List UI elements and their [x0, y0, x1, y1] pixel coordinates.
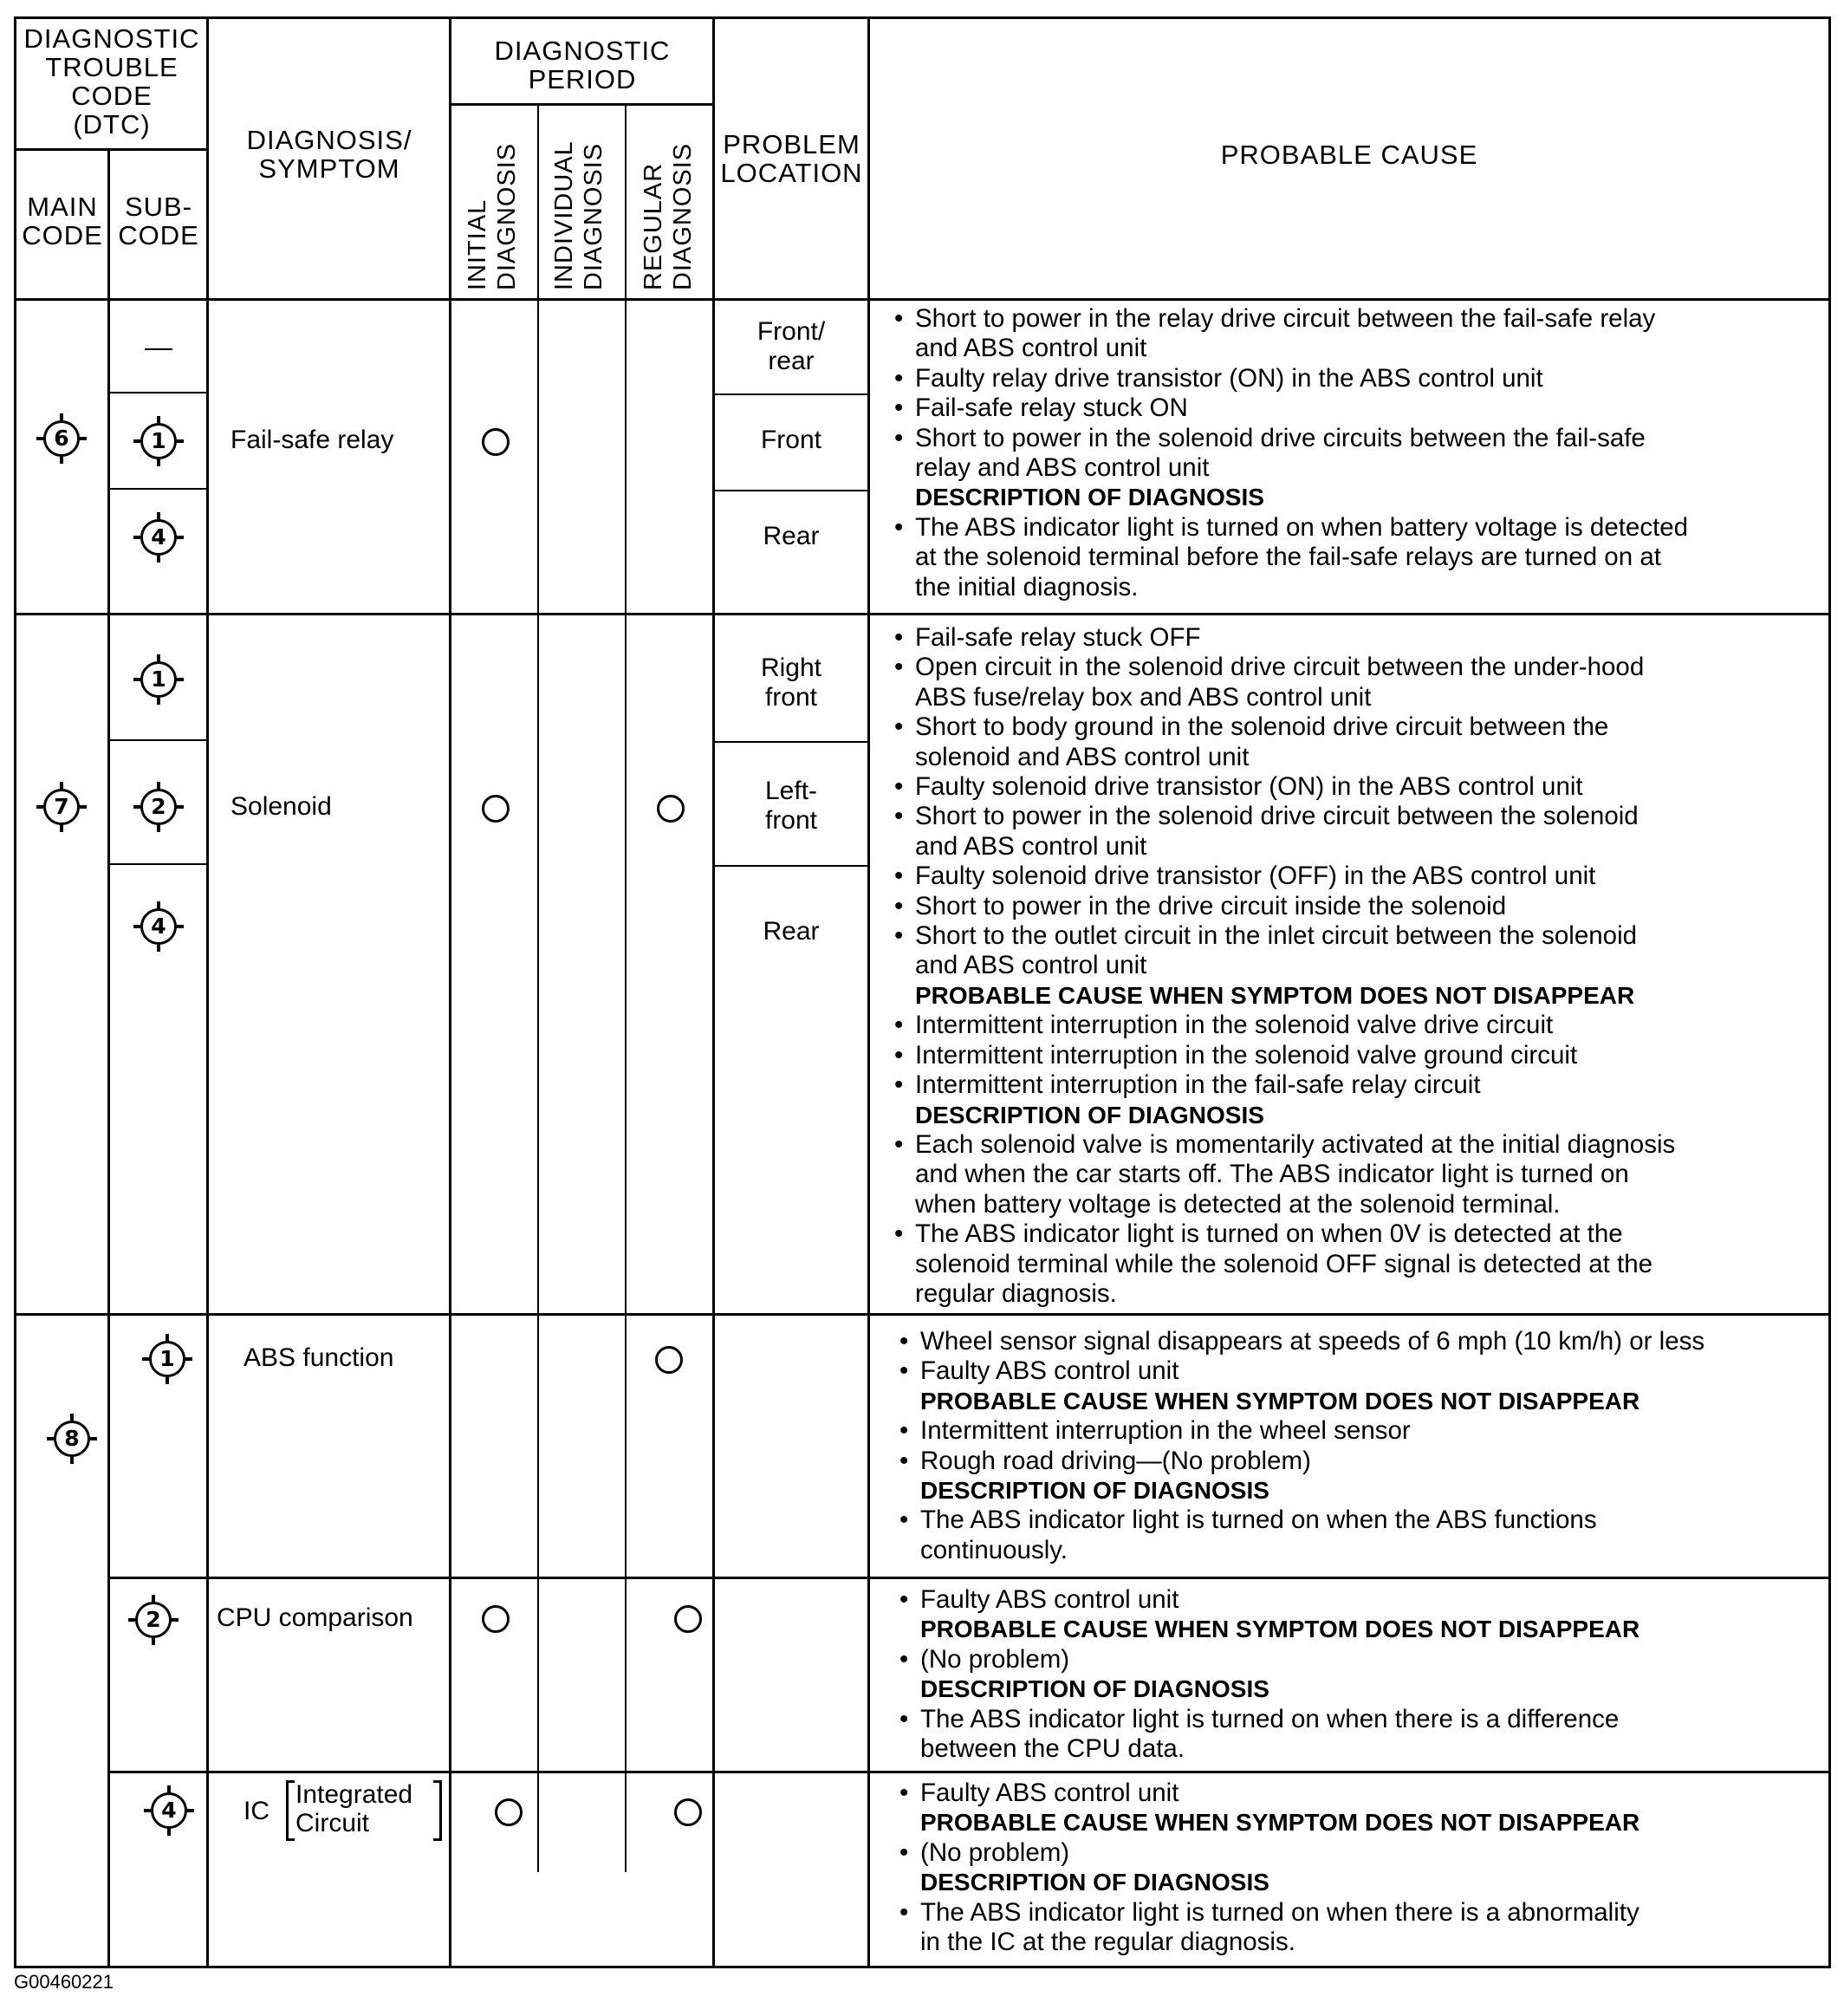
cause-line: • Faulty ABS control unit — [920, 1779, 1179, 1807]
cause-item — [898, 1447, 1704, 1476]
header-dtc-line-1: DIAGNOSTIC — [23, 23, 200, 54]
cause-list-8c — [898, 1779, 1639, 1957]
header-dtc — [16, 24, 207, 139]
location-6-front: Front — [760, 426, 822, 454]
cause-subheading — [898, 1808, 1639, 1837]
location-7-left-front-line-1: Left- — [764, 777, 818, 805]
header-dtc-line-4: (DTC) — [73, 109, 151, 140]
header-problem-location — [715, 130, 868, 187]
symptom-ic-bracket-line-1: Integrated — [295, 1780, 413, 1809]
cause-line: between the CPU data. — [920, 1734, 1185, 1764]
cause-line: • The ABS indicator light is turned on when 0V is detected at the — [915, 1219, 1623, 1249]
sub-code-6-4-icon — [133, 512, 184, 563]
sub7-sep-1 — [107, 739, 209, 741]
cause-item — [893, 862, 1675, 891]
hdr-bottom — [14, 298, 1831, 301]
symptom-cpu-comparison: CPU comparison — [217, 1603, 413, 1632]
cause-line: • Open circuit in the solenoid drive circuit between the under-hood — [915, 653, 1645, 682]
header-problem-location-line-2: LOCATION — [720, 158, 863, 188]
period-marker-8c-regular — [674, 1798, 702, 1826]
period-marker-8b-initial — [482, 1605, 510, 1633]
location-7-right-front-line-1: Right — [760, 654, 822, 682]
header-diagnosis-symptom-line-2: SYMPTOM — [258, 153, 400, 184]
sub-code-7-2-icon — [133, 782, 184, 832]
cause-item — [893, 1219, 1675, 1309]
cause-line: DESCRIPTION OF DIAGNOSIS — [920, 1869, 1269, 1896]
row-sep-8b-8c — [107, 1771, 1831, 1773]
cause-item — [893, 304, 1688, 364]
sub-code-7-4-icon — [133, 901, 184, 952]
header-probable-cause: PROBABLE CAUSE — [1220, 140, 1478, 170]
cause-subheading — [898, 1675, 1639, 1704]
cause-line: PROBABLE CAUSE WHEN SYMPTOM DOES NOT DISAPPEAR — [920, 1809, 1640, 1837]
cause-line: DESCRIPTION OF DIAGNOSIS — [920, 1675, 1269, 1703]
symptom-solenoid: Solenoid — [230, 792, 332, 821]
cause-item — [893, 921, 1675, 981]
row-sep-6-7 — [14, 613, 1831, 615]
header-individual-line-1: INDIVIDUAL — [550, 140, 578, 290]
main-code-6-icon — [36, 413, 87, 464]
header-individual-line-2: DIAGNOSIS — [580, 142, 607, 290]
sub-code-7-2-label: 2 — [151, 794, 166, 819]
cause-subheading — [893, 1101, 1675, 1130]
col-sep-individual-regular — [625, 104, 627, 1872]
cause-line: • Rough road driving—(No problem) — [920, 1446, 1311, 1475]
header-initial-line-1: INITIAL — [464, 198, 491, 290]
table-border-right — [1828, 16, 1831, 1968]
header-individual-diagnosis — [549, 140, 608, 290]
cause-line: solenoid and ABS control unit — [915, 742, 1250, 771]
cause-line: • The ABS indicator light is turned on when battery voltage is detected — [915, 512, 1689, 542]
period-marker-7-initial — [482, 795, 510, 823]
cause-subheading — [898, 1476, 1704, 1505]
location-7-right-front-line-2: front — [764, 683, 818, 712]
cause-line: when battery voltage is detected at the solenoid terminal. — [915, 1189, 1561, 1219]
cause-line: DESCRIPTION OF DIAGNOSIS — [915, 1101, 1264, 1128]
col-sep-symptom-period — [449, 16, 451, 1968]
hdr-dtc-underline — [14, 148, 209, 151]
cause-line: • Intermittent interruption in the fail-safe relay circuit — [915, 1070, 1481, 1100]
location-7-rear: Rear — [763, 917, 820, 946]
table-border-left — [14, 16, 16, 1968]
cause-item — [898, 1356, 1704, 1386]
table-border-top — [14, 16, 1831, 19]
cause-item — [893, 712, 1675, 772]
cause-item — [898, 1779, 1639, 1808]
cause-list-8a — [898, 1327, 1704, 1565]
cause-item — [893, 424, 1688, 484]
table-border-bottom — [14, 1966, 1831, 1968]
cause-line: • Short to power in the drive circuit inside the solenoid — [915, 891, 1507, 920]
cause-item — [893, 802, 1675, 862]
location-6-rear: Rear — [763, 522, 820, 550]
cause-line: PROBABLE CAUSE WHEN SYMPTOM DOES NOT DISAPPEAR — [915, 981, 1635, 1009]
location-7-right-front — [715, 654, 867, 712]
bracket-right-bottom-tick — [433, 1838, 442, 1841]
cause-line: • Intermittent interruption in the wheel sensor — [920, 1416, 1411, 1446]
cause-item — [893, 513, 1688, 602]
cause-subheading — [898, 1615, 1639, 1644]
cause-line: • Faulty ABS control unit — [920, 1585, 1179, 1614]
main-code-7-icon — [36, 782, 87, 832]
cause-line: • The ABS indicator light is turned on when there is a abnormality — [920, 1897, 1639, 1927]
symptom-ic: IC — [243, 1797, 269, 1825]
header-main-code-line-2: CODE — [22, 220, 103, 250]
header-main-code-line-1: MAIN — [27, 192, 98, 222]
cause-line: • Fail-safe relay stuck OFF — [915, 623, 1201, 652]
sub-code-7-1-icon — [133, 654, 184, 705]
header-sub-code-line-1: SUB- — [124, 192, 193, 222]
cause-line: • Short to power in the solenoid drive circuit between the solenoid — [915, 802, 1639, 831]
cause-subheading — [898, 1868, 1639, 1897]
sub6-sep-1 — [107, 392, 209, 393]
sub-code-6-4-label: 4 — [151, 524, 166, 550]
cause-line: • Wheel sensor signal disappears at speeds of 6 mph (10 km/h) or less — [920, 1327, 1705, 1356]
cause-line: regular diagnosis. — [915, 1278, 1117, 1308]
header-diagnostic-period-line-2: PERIOD — [528, 64, 637, 94]
cause-item — [893, 772, 1675, 802]
main-code-6-label: 6 — [54, 426, 69, 451]
cause-line: and ABS control unit — [915, 831, 1147, 861]
col-sep-period-location — [712, 16, 715, 1968]
cause-line: at the solenoid terminal before the fail-safe relays are turned on at — [915, 543, 1661, 572]
cause-line: • Faulty solenoid drive transistor (ON) in the ABS control unit — [915, 772, 1583, 802]
row-sep-7-8 — [14, 1313, 1831, 1316]
col-sep-dtc-symptom — [206, 16, 209, 1968]
period-marker-8b-regular — [674, 1605, 702, 1633]
bracket-left-top-tick — [286, 1780, 295, 1783]
cause-line: • Short to the outlet circuit in the inlet circuit between the solenoid — [915, 921, 1638, 951]
cause-line: • Faulty ABS control unit — [920, 1356, 1179, 1386]
sub-code-6-1-label: 1 — [151, 428, 166, 453]
cause-line: • Intermittent interruption in the solenoid valve drive circuit — [915, 1011, 1554, 1040]
sub7-sep-2 — [107, 863, 209, 865]
loc7-sep-1 — [712, 741, 870, 743]
symptom-abs-function: ABS function — [243, 1343, 394, 1372]
header-regular-line-1: REGULAR — [640, 162, 667, 290]
header-sub-code-line-2: CODE — [118, 220, 199, 250]
cause-line: PROBABLE CAUSE WHEN SYMPTOM DOES NOT DISAPPEAR — [920, 1616, 1640, 1643]
main-code-8-icon — [47, 1414, 97, 1464]
header-diagnosis-symptom-line-1: DIAGNOSIS/ — [246, 125, 412, 155]
cause-item — [898, 1585, 1639, 1615]
cause-item — [893, 1011, 1675, 1040]
figure-id: G00460221 — [14, 1971, 114, 1993]
hdr-period-underline — [449, 103, 715, 106]
cause-item — [893, 1070, 1675, 1100]
loc6-sep-1 — [712, 393, 870, 395]
cause-line: ABS fuse/relay box and ABS control unit — [915, 682, 1372, 712]
header-main-code — [16, 192, 108, 250]
header-sub-code — [110, 192, 207, 250]
header-diagnosis-symptom — [209, 126, 450, 183]
cause-line: the initial diagnosis. — [915, 572, 1139, 602]
cause-line: DESCRIPTION OF DIAGNOSIS — [915, 484, 1264, 511]
cause-line: • Faulty solenoid drive transistor (OFF) in the ABS control unit — [915, 862, 1596, 891]
period-marker-7-regular — [657, 795, 685, 823]
cause-item — [898, 1327, 1704, 1356]
header-initial-line-2: DIAGNOSIS — [493, 142, 521, 290]
cause-line: • Short to body ground in the solenoid drive circuit between the — [915, 712, 1609, 742]
cause-line: • (No problem) — [920, 1837, 1070, 1867]
cause-item — [898, 1645, 1639, 1675]
bracket-right-top-tick — [433, 1780, 442, 1783]
col-sep-initial-individual — [537, 104, 539, 1872]
period-marker-6-initial — [482, 428, 510, 456]
cause-line: PROBABLE CAUSE WHEN SYMPTOM DOES NOT DISAPPEAR — [920, 1387, 1640, 1414]
cause-line: • The ABS indicator light is turned on when there is a difference — [920, 1704, 1620, 1733]
cause-item — [893, 892, 1675, 921]
header-problem-location-line-1: PROBLEM — [723, 129, 860, 159]
cause-line: continuously. — [920, 1535, 1068, 1564]
cause-line: in the IC at the regular diagnosis. — [920, 1928, 1295, 1957]
cause-list-6 — [893, 304, 1688, 602]
sub-code-6-dash: — — [145, 331, 172, 362]
location-6-front-rear — [715, 317, 867, 376]
cause-line: and when the car starts off. The ABS indicator light is turned on — [915, 1160, 1629, 1189]
sub-code-8-2-label: 2 — [146, 1607, 161, 1632]
sub-code-8-4-label: 4 — [161, 1798, 177, 1823]
cause-list-7 — [893, 623, 1675, 1309]
bracket-left-bottom-tick — [286, 1838, 295, 1841]
main-code-8-label: 8 — [64, 1426, 80, 1451]
cause-line: and ABS control unit — [915, 951, 1147, 980]
header-regular-line-2: DIAGNOSIS — [669, 142, 697, 290]
sub-code-8-4-icon — [144, 1785, 194, 1836]
period-marker-8a-regular — [655, 1346, 683, 1374]
cause-subheading — [898, 1387, 1704, 1416]
sub-code-7-4-label: 4 — [151, 914, 166, 939]
cause-item — [893, 1041, 1675, 1070]
cause-item — [893, 653, 1675, 712]
sub-code-8-2-icon — [128, 1595, 179, 1645]
header-initial-diagnosis — [463, 143, 522, 290]
cause-item — [893, 393, 1688, 423]
sub-code-7-1-label: 1 — [151, 667, 166, 692]
cause-line: • Intermittent interruption in the solenoid valve ground circuit — [915, 1040, 1578, 1070]
cause-subheading — [893, 981, 1675, 1011]
sub-code-6-1-icon — [133, 416, 184, 466]
cause-item — [898, 1898, 1639, 1958]
loc6-sep-2 — [712, 490, 870, 491]
main-code-7-label: 7 — [54, 794, 69, 819]
cause-line: • (No problem) — [920, 1644, 1070, 1674]
cause-line: • Fail-safe relay stuck ON — [915, 393, 1188, 423]
sub6-sep-2 — [107, 488, 209, 490]
period-marker-8c-initial — [495, 1798, 523, 1826]
cause-line: • The ABS indicator light is turned on when the ABS functions — [920, 1505, 1597, 1535]
sub-code-8-1-icon — [142, 1334, 192, 1384]
header-diagnostic-period — [451, 36, 713, 94]
location-7-left-front-line-2: front — [764, 806, 818, 835]
loc7-sep-2 — [712, 865, 870, 867]
row-sep-8a-8b — [107, 1577, 1831, 1579]
cause-line: and ABS control unit — [915, 334, 1147, 363]
location-7-left-front — [715, 777, 867, 836]
sub-code-8-1-label: 1 — [159, 1346, 175, 1371]
location-6-front-rear-line-2: rear — [768, 347, 815, 375]
cause-item — [893, 364, 1688, 393]
cause-line: solenoid terminal while the solenoid OFF signal is detected at the — [915, 1249, 1653, 1278]
header-dtc-line-2: TROUBLE — [45, 52, 179, 82]
cause-item — [898, 1705, 1639, 1765]
symptom-ic-bracket — [286, 1780, 442, 1841]
header-diagnostic-period-line-1: DIAGNOSTIC — [494, 36, 671, 66]
symptom-ic-bracket-line-2: Circuit — [295, 1809, 370, 1837]
cause-line: DESCRIPTION OF DIAGNOSIS — [920, 1477, 1269, 1505]
header-regular-diagnosis — [639, 143, 698, 290]
col-sep-main-sub — [107, 149, 110, 1968]
cause-subheading — [893, 483, 1688, 512]
cause-line: • Faulty relay drive transistor (ON) in the ABS control unit — [915, 363, 1543, 393]
cause-item — [893, 1130, 1675, 1219]
cause-line: • Short to power in the solenoid drive circuits between the fail-safe — [915, 423, 1646, 452]
col-sep-location-cause — [867, 16, 870, 1968]
cause-item — [898, 1838, 1639, 1868]
cause-line: • Each solenoid valve is momentarily activated at the initial diagnosis — [915, 1129, 1676, 1159]
header-dtc-line-3: CODE — [71, 81, 153, 111]
cause-line: • Short to power in the relay drive circuit between the fail-safe relay — [915, 304, 1656, 333]
symptom-fail-safe-relay: Fail-safe relay — [230, 426, 394, 454]
cause-list-8b — [898, 1585, 1639, 1764]
cause-item — [898, 1416, 1704, 1446]
location-6-front-rear-line-1: Front/ — [756, 317, 826, 346]
cause-line: relay and ABS control unit — [915, 453, 1210, 483]
cause-item — [898, 1505, 1704, 1565]
cause-item — [893, 623, 1675, 653]
